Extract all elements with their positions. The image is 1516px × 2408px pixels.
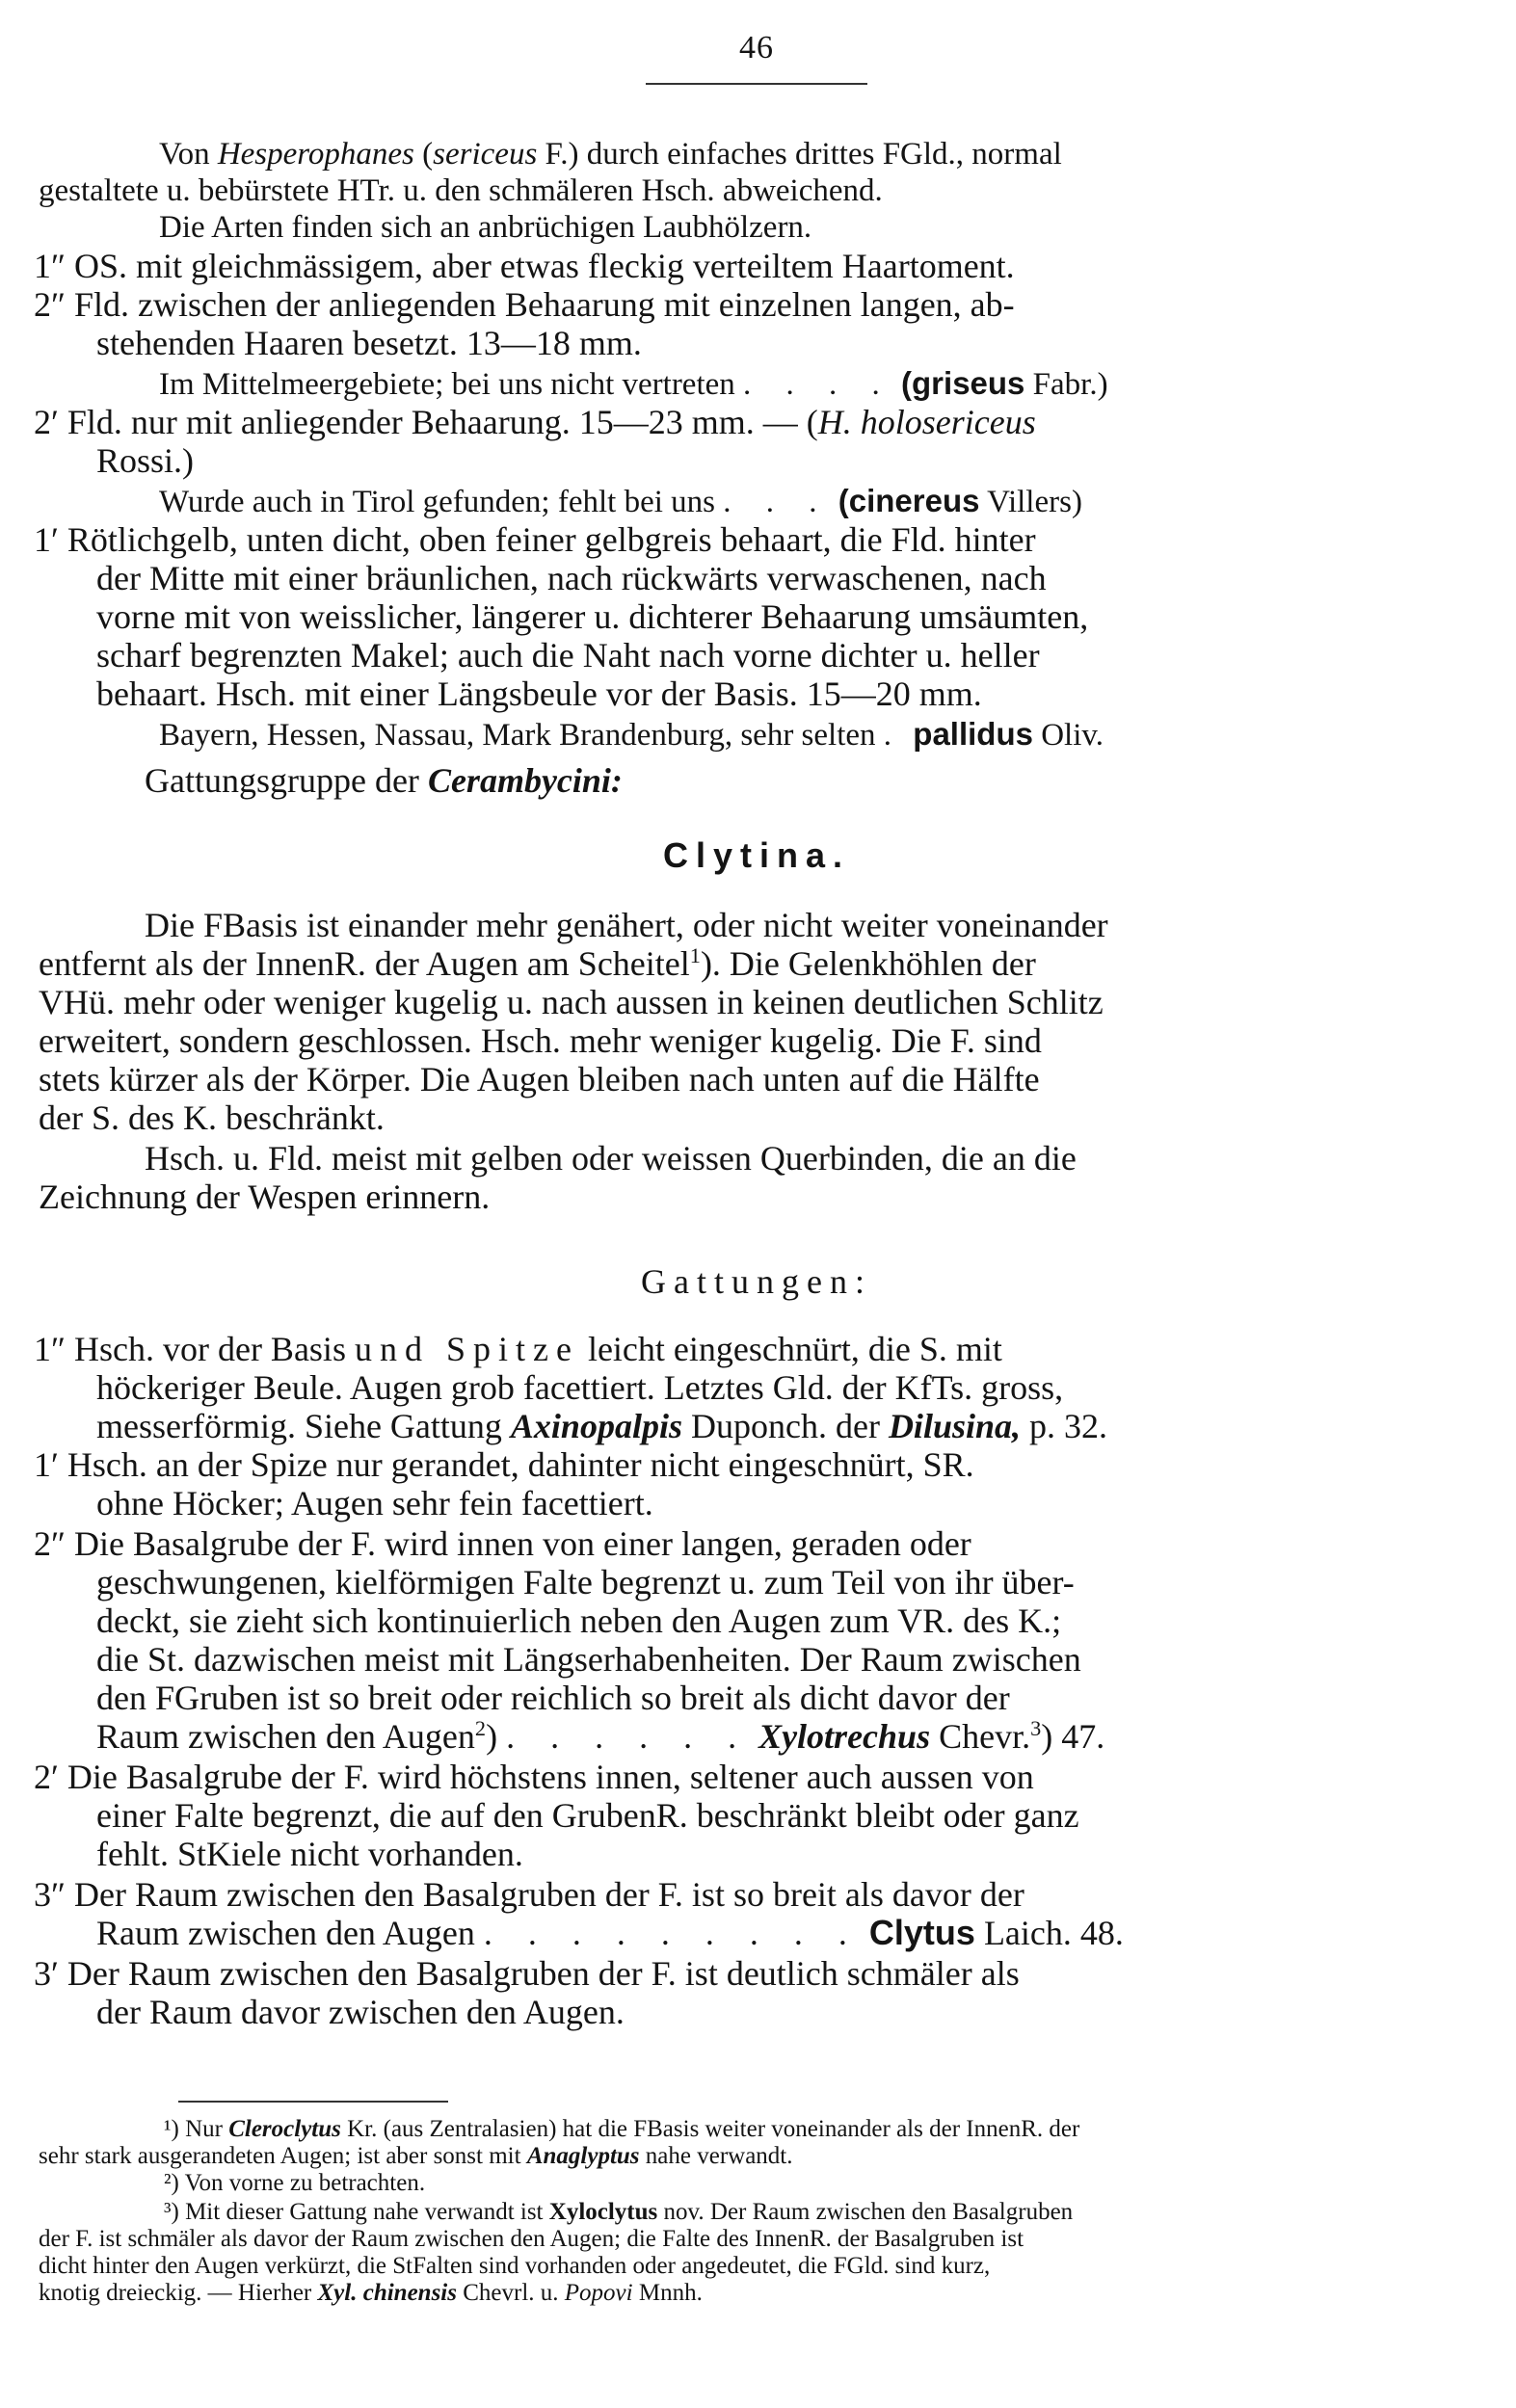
key-item-1p: 1′ Hsch. an der Spize nur gerandet, dahinter nicht eingeschnürt, SR.: [34, 1445, 974, 1484]
text-line: gestaltete u. bebürstete HTr. u. den schmäleren Hsch. abweichend.: [39, 173, 883, 208]
key-item-2pp: 2″ Fld. zwischen der anliegenden Behaarung mit einzelnen langen, ab-: [34, 285, 1015, 324]
key-item-2p: 2′ Die Basalgrube der F. wird höchstens innen, seltener auch aussen von: [34, 1758, 1034, 1796]
text-line: Von Hesperophanes (sericeus F.) durch einfaches drittes FGld., normal: [159, 137, 1062, 172]
text-line: Im Mittelmeergebiete; bei uns nicht vertreten . . . . (griseus Fabr.): [159, 365, 1108, 402]
text-line: Die Arten finden sich an anbrüchigen Laubhölzern.: [159, 210, 812, 245]
text-line: stehenden Haaren besetzt. 13—18 mm.: [96, 324, 642, 362]
text-line: entfernt als der InnenR. der Augen am Scheitel$^1$). Die Gelenkhöhlen der: [39, 943, 1036, 983]
key-item-3pp: 3″ Der Raum zwischen den Basalgruben der F. ist so breit als davor der: [34, 1875, 1024, 1914]
text-line: Raum zwischen den Augen$^2$) . . . . . . Xylotrechus Chevr.$^3$) 47.: [96, 1716, 1105, 1756]
text-line: behaart. Hsch. mit einer Längsbeule vor der Basis. 15—20 mm.: [96, 675, 982, 713]
section-title: Gattungsgruppe der Cerambycini:: [145, 761, 623, 800]
text-line: Rossi.): [96, 441, 195, 480]
document-page: [29, 29, 1484, 2380]
text-line: die St. dazwischen meist mit Längserhabenheiten. Der Raum zwischen: [96, 1640, 1081, 1679]
text-line: ohne Höcker; Augen sehr fein facettiert.: [96, 1484, 653, 1522]
footnote-2: ²) Von vorne zu betrachten.: [164, 2170, 426, 2196]
key-item-1pp: 1″ OS. mit gleichmässigem, aber etwas fleckig verteiltem Haartoment.: [34, 247, 1015, 285]
text-line: höckeriger Beule. Augen grob facettiert. Letztes Gld. der KfTs. gross,: [96, 1368, 1064, 1407]
text-line: der Raum davor zwischen den Augen.: [96, 1993, 625, 2031]
text-line: Bayern, Hessen, Nassau, Mark Brandenburg, sehr selten . pallidus Oliv.: [159, 716, 1104, 753]
text-line: Hsch. u. Fld. meist mit gelben oder weissen Querbinden, die an die: [145, 1139, 1077, 1178]
footnote-line: knotig dreieckig. — Hierher Xyl. chinensis Chevrl. u. Popovi Mnnh.: [39, 2280, 703, 2306]
key-item-2p: 2′ Fld. nur mit anliegender Behaarung. 15—23 mm. — (H. holosericeus: [34, 403, 1036, 441]
footnote-line: sehr stark ausgerandeten Augen; ist aber sonst mit Anaglyptus nahe verwandt.: [39, 2143, 793, 2169]
text-line: messerförmig. Siehe Gattung Axinopalpis Duponch. der Dilusina, p. 32.: [96, 1407, 1107, 1445]
key-item-3p: 3′ Der Raum zwischen den Basalgruben der F. ist deutlich schmäler als: [34, 1954, 1020, 1993]
footnote-1: ¹) Nur Cleroclytus Kr. (aus Zentralasien) hat die FBasis weiter voneinander als der InnenR. der: [164, 2116, 1080, 2142]
text-line: Zeichnung der Wespen erinnern.: [39, 1178, 491, 1216]
text-line: erweitert, sondern geschlossen. Hsch. mehr weniger kugelig. Die F. sind: [39, 1021, 1042, 1060]
page-number: 46: [739, 30, 774, 66]
key-item-2pp: 2″ Die Basalgrube der F. wird innen von einer langen, geraden oder: [34, 1524, 971, 1563]
text-line: Die FBasis ist einander mehr genähert, oder nicht weiter voneinander: [145, 906, 1108, 944]
footnote-rule: [178, 2101, 448, 2103]
key-item-1pp: 1″ Hsch. vor der Basis und Spitze leicht eingeschnürt, die S. mit: [34, 1330, 1002, 1368]
text-line: fehlt. StKiele nicht vorhanden.: [96, 1835, 523, 1873]
text-line: stets kürzer als der Körper. Die Augen bleiben nach unten auf die Hälfte: [39, 1060, 1040, 1098]
text-line: der S. des K. beschränkt.: [39, 1098, 385, 1137]
text-line: Wurde auch in Tirol gefunden; fehlt bei uns . . . (cinereus Villers): [159, 483, 1082, 519]
heading-clytina: Clytina.: [662, 835, 851, 875]
text-line: deckt, sie zieht sich kontinuierlich neben den Augen zum VR. des K.;: [96, 1601, 1062, 1640]
footnote-3: ³) Mit dieser Gattung nahe verwandt ist Xyloclytus nov. Der Raum zwischen den Basalgruben: [164, 2199, 1074, 2225]
text-line: scharf begrenzten Makel; auch die Naht nach vorne dichter u. heller: [96, 636, 1040, 675]
text-line: geschwungenen, kielförmigen Falte begrenzt u. zum Teil von ihr über-: [96, 1563, 1075, 1601]
footnote-line: der F. ist schmäler als davor der Raum zwischen den Augen; die Falte des InnenR. der Basalgruben ist: [39, 2226, 1024, 2252]
footnote-line: dicht hinter den Augen verkürzt, die StFalten sind vorhanden oder angedeutet, die FGld. sind kurz,: [39, 2253, 991, 2279]
text-line: der Mitte mit einer bräunlichen, nach rückwärts verwaschenen, nach: [96, 559, 1047, 597]
key-item-1p: 1′ Rötlichgelb, unten dicht, oben feiner gelbgreis behaart, die Fld. hinter: [34, 520, 1036, 559]
text-line: VHü. mehr oder weniger kugelig u. nach aussen in keinen deutlichen Schlitz: [39, 983, 1104, 1021]
heading-gattungen: Gattungen:: [641, 1262, 872, 1301]
text-line: den FGruben ist so breit oder reichlich so breit als dicht davor der: [96, 1679, 1010, 1717]
text-line: einer Falte begrenzt, die auf den GrubenR. beschränkt bleibt oder ganz: [96, 1796, 1079, 1835]
text-line: vorne mit von weisslicher, längerer u. dichterer Behaarung umsäumten,: [96, 597, 1089, 636]
header-rule: [646, 83, 867, 85]
text-line: Raum zwischen den Augen . . . . . . . . . Clytus Laich. 48.: [96, 1913, 1124, 1952]
